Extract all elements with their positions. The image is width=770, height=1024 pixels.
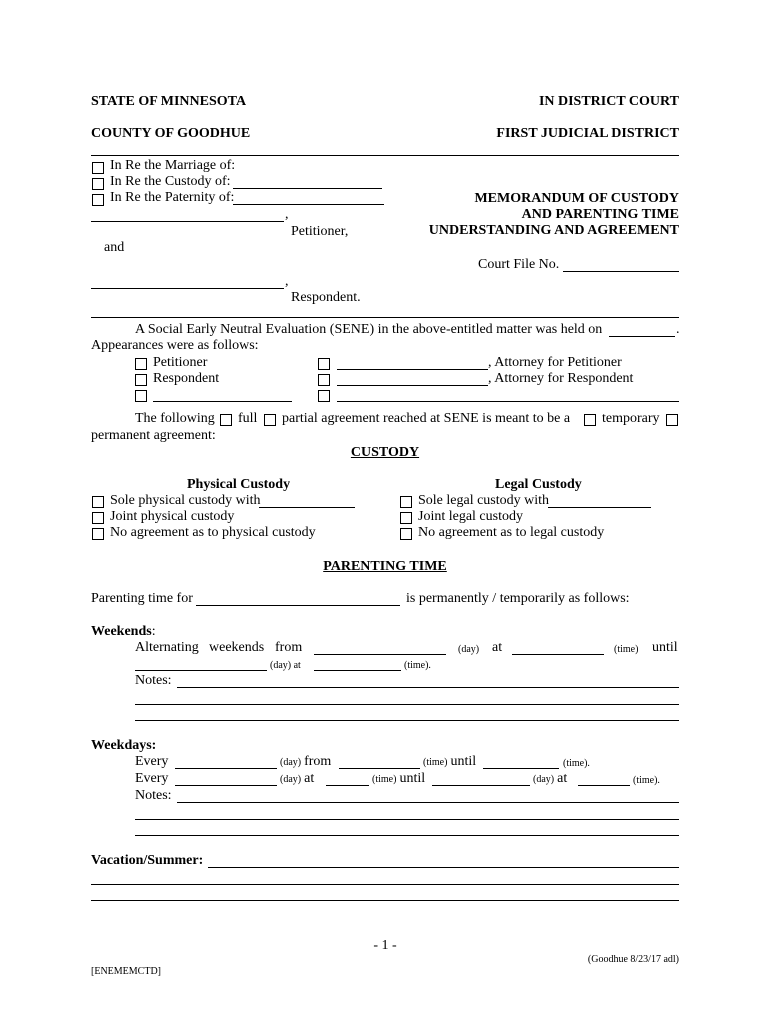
joint-physical-label: Joint physical custody bbox=[110, 509, 235, 524]
weekday-notes-field-2[interactable] bbox=[135, 819, 679, 820]
respondent-name-field[interactable] bbox=[91, 288, 284, 289]
weekends-word: weekends bbox=[209, 640, 265, 655]
weekday-time-label: (time) bbox=[423, 757, 448, 768]
until-label: until bbox=[652, 640, 678, 655]
partial-label: partial agreement reached at SENE is meant to be a bbox=[282, 411, 571, 426]
petitioner-comma: , bbox=[285, 207, 289, 222]
weekend-from-day-field[interactable] bbox=[314, 654, 446, 655]
weekday-from-label: from bbox=[304, 754, 332, 769]
following-label: The following bbox=[135, 411, 215, 426]
weekends-colon: : bbox=[151, 624, 156, 639]
form-version: (Goodhue 8/23/17 adl) bbox=[587, 954, 679, 965]
weekend-until-day-field[interactable] bbox=[135, 670, 267, 671]
and-label: and bbox=[104, 240, 125, 255]
marriage-checkbox[interactable] bbox=[92, 162, 104, 174]
atty-petitioner-checkbox[interactable] bbox=[318, 358, 330, 370]
weekday-time-until-label bbox=[423, 754, 476, 770]
time-label: (time) bbox=[614, 644, 639, 655]
respondent-label: Respondent. bbox=[291, 290, 361, 305]
sene-period: . bbox=[676, 322, 680, 337]
weekday-time-label-2: (time) bbox=[372, 774, 397, 785]
weekday-time-until-label-2 bbox=[372, 771, 425, 787]
time-end-label: (time). bbox=[404, 660, 431, 671]
sole-legal-field[interactable] bbox=[548, 507, 651, 508]
other-appearance-checkbox[interactable] bbox=[135, 390, 147, 402]
state-label: STATE OF MINNESOTA bbox=[91, 94, 247, 109]
sole-legal-checkbox[interactable] bbox=[400, 496, 412, 508]
other-attorney-checkbox[interactable] bbox=[318, 390, 330, 402]
weekends-heading bbox=[91, 624, 156, 640]
other-appearance-field[interactable] bbox=[153, 401, 292, 402]
no-physical-checkbox[interactable] bbox=[92, 528, 104, 540]
county-label: COUNTY OF GOODHUE bbox=[91, 126, 251, 141]
vacation-field-3[interactable] bbox=[91, 900, 679, 901]
custody-name-field[interactable] bbox=[233, 188, 382, 189]
weekday-day-from-label bbox=[280, 754, 331, 770]
custody-checkbox[interactable] bbox=[92, 178, 104, 190]
atty-petitioner-field[interactable] bbox=[337, 369, 488, 370]
weekday-until-time-field-2[interactable] bbox=[578, 785, 630, 786]
weekday-day-label-3: (day) bbox=[533, 774, 555, 785]
weekend-notes-label: Notes: bbox=[135, 673, 172, 688]
paternity-name-field[interactable] bbox=[233, 204, 384, 205]
weekday-day-at-label-2 bbox=[533, 771, 567, 787]
parenting-for-field[interactable] bbox=[196, 605, 400, 606]
weekday-at-label: at bbox=[304, 771, 315, 786]
title-line-1: MEMORANDUM OF CUSTODY bbox=[474, 191, 679, 206]
partial-checkbox[interactable] bbox=[264, 414, 276, 426]
marriage-label: In Re the Marriage of: bbox=[110, 158, 236, 173]
legal-custody-heading: Legal Custody bbox=[495, 477, 582, 492]
atty-respondent-field[interactable] bbox=[337, 385, 488, 386]
weekday-time-end-label: (time). bbox=[563, 758, 590, 769]
joint-legal-label: Joint legal custody bbox=[418, 509, 523, 524]
vacation-field-1[interactable] bbox=[208, 867, 679, 868]
day-at-label: (day) at bbox=[270, 660, 301, 671]
no-physical-label: No agreement as to physical custody bbox=[110, 525, 316, 540]
weekday-notes-field-3[interactable] bbox=[135, 835, 679, 836]
other-attorney-field[interactable] bbox=[337, 401, 679, 402]
sole-legal-label: Sole legal custody with bbox=[418, 493, 550, 508]
district-label: FIRST JUDICIAL DISTRICT bbox=[496, 126, 679, 141]
petitioner-name-field[interactable] bbox=[91, 221, 284, 222]
respondent-comma: , bbox=[285, 274, 289, 289]
title-line-2: AND PARENTING TIME bbox=[521, 207, 679, 222]
parenting-as-follows: is permanently / temporarily as follows: bbox=[406, 591, 630, 606]
court-file-field[interactable] bbox=[563, 271, 679, 272]
weekends-label: Weekends bbox=[91, 624, 152, 639]
weekend-notes-field-1[interactable] bbox=[177, 687, 679, 688]
sole-physical-field[interactable] bbox=[259, 507, 355, 508]
full-checkbox[interactable] bbox=[220, 414, 232, 426]
weekend-at-time-field[interactable] bbox=[512, 654, 604, 655]
weekday-day-label-2: (day) bbox=[280, 774, 302, 785]
temporary-label: temporary bbox=[602, 411, 660, 426]
permanent-checkbox[interactable] bbox=[666, 414, 678, 426]
weekday-until-time-field[interactable] bbox=[483, 768, 559, 769]
form-code: [ENEMEMCTD] bbox=[91, 966, 161, 977]
physical-custody-heading: Physical Custody bbox=[187, 477, 291, 492]
weekday-time-end-label-2: (time). bbox=[633, 775, 660, 786]
vacation-label: Vacation/Summer: bbox=[91, 853, 204, 868]
full-label: full bbox=[238, 411, 258, 426]
weekend-notes-field-3[interactable] bbox=[135, 720, 679, 721]
weekday-until-label: until bbox=[450, 754, 477, 769]
petitioner-appearance-checkbox[interactable] bbox=[135, 358, 147, 370]
header-divider bbox=[91, 155, 679, 156]
custody-heading: CUSTODY bbox=[350, 445, 420, 460]
sole-physical-checkbox[interactable] bbox=[92, 496, 104, 508]
parenting-heading: PARENTING TIME bbox=[323, 559, 447, 574]
sene-text: A Social Early Neutral Evaluation (SENE) in the above-entitled matter was held on bbox=[135, 322, 603, 337]
day-label: (day) bbox=[458, 644, 480, 655]
weekday-from-time-field[interactable] bbox=[339, 768, 420, 769]
weekend-until-time-field[interactable] bbox=[314, 670, 401, 671]
from-label: from bbox=[275, 640, 303, 655]
weekday-at-label-2: at bbox=[557, 771, 568, 786]
sene-date-field[interactable] bbox=[609, 336, 675, 337]
petitioner-appearance-label: Petitioner bbox=[153, 355, 208, 370]
weekday-every-label-1: Every bbox=[135, 754, 169, 769]
respondent-appearance-checkbox[interactable] bbox=[135, 374, 147, 386]
caption-divider bbox=[91, 317, 679, 318]
weekday-until-day-field[interactable] bbox=[432, 785, 530, 786]
no-legal-label: No agreement as to legal custody bbox=[418, 525, 605, 540]
weekday-day-label: (day) bbox=[280, 757, 302, 768]
appearances-label: Appearances were as follows: bbox=[91, 338, 259, 353]
weekday-notes-label: Notes: bbox=[135, 788, 172, 803]
title-line-3: UNDERSTANDING AND AGREEMENT bbox=[428, 223, 679, 238]
respondent-appearance-label: Respondent bbox=[153, 371, 220, 386]
weekday-every-label-2: Every bbox=[135, 771, 169, 786]
petitioner-label: Petitioner, bbox=[291, 224, 349, 239]
court-label: IN DISTRICT COURT bbox=[538, 94, 679, 109]
custody-label: In Re the Custody of: bbox=[110, 174, 231, 189]
weekdays-heading: Weekdays: bbox=[91, 738, 157, 753]
weekday-day-field-1[interactable] bbox=[175, 768, 277, 769]
weekday-at-time-field[interactable] bbox=[326, 785, 369, 786]
paternity-label: In Re the Paternity of: bbox=[110, 190, 235, 205]
atty-respondent-checkbox[interactable] bbox=[318, 374, 330, 386]
weekday-until-label-2: until bbox=[399, 771, 426, 786]
paternity-checkbox[interactable] bbox=[92, 194, 104, 206]
weekday-day-at-label bbox=[280, 771, 314, 787]
joint-physical-checkbox[interactable] bbox=[92, 512, 104, 524]
at-label: at bbox=[492, 640, 503, 655]
weekend-notes-field-2[interactable] bbox=[135, 704, 679, 705]
no-legal-checkbox[interactable] bbox=[400, 528, 412, 540]
page-number: - 1 - bbox=[373, 938, 397, 953]
court-file-label: Court File No. bbox=[478, 257, 560, 272]
sole-physical-label: Sole physical custody with bbox=[110, 493, 261, 508]
parenting-for-label: Parenting time for bbox=[91, 591, 193, 606]
atty-respondent-label: , Attorney for Respondent bbox=[488, 371, 634, 386]
permanent-label: permanent agreement: bbox=[91, 428, 216, 443]
weekday-day-field-2[interactable] bbox=[175, 785, 277, 786]
joint-legal-checkbox[interactable] bbox=[400, 512, 412, 524]
weekday-notes-field-1[interactable] bbox=[177, 802, 679, 803]
temporary-checkbox[interactable] bbox=[584, 414, 596, 426]
vacation-field-2[interactable] bbox=[91, 884, 679, 885]
alternating-label: Alternating bbox=[135, 640, 199, 655]
atty-petitioner-label: , Attorney for Petitioner bbox=[488, 355, 622, 370]
